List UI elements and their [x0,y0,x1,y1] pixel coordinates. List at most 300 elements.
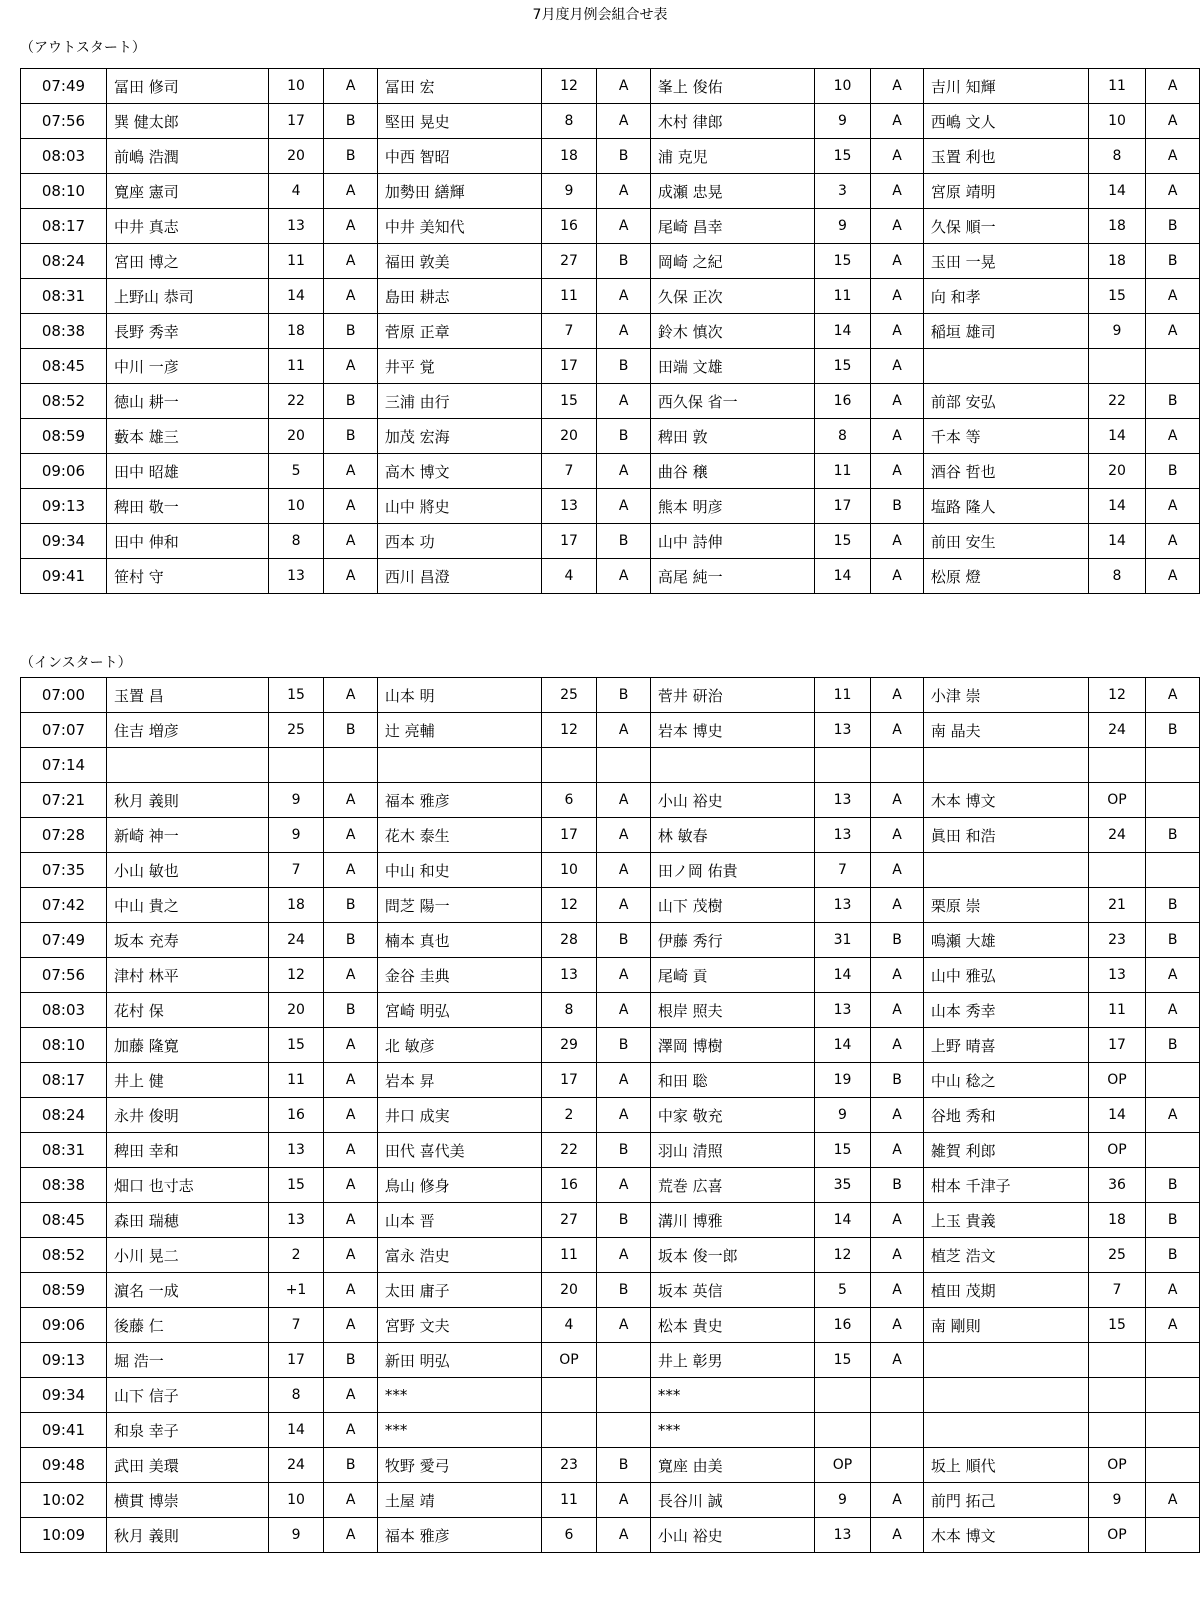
player-name: 吉川 知輝 [923,69,1088,104]
handicap: 16 [268,1098,324,1133]
handicap: +1 [268,1273,324,1308]
player-name: 前田 安生 [923,524,1088,559]
handicap: 9 [268,1518,324,1553]
table-row [21,783,1200,818]
handicap: 13 [541,958,597,993]
player-name: 中西 智昭 [377,139,541,174]
player-name: 根岸 照夫 [650,993,814,1028]
handicap: 18 [541,139,597,174]
tee-time: 09:48 [21,1448,107,1483]
class-grade: A [324,524,378,559]
tee-time: 08:10 [21,1028,107,1063]
handicap: 9 [268,818,324,853]
table-row [21,1098,1200,1133]
table-row [21,958,1200,993]
handicap: 21 [1088,888,1146,923]
handicap: 25 [268,713,324,748]
handicap [541,748,597,783]
player-name: 植田 茂期 [923,1273,1088,1308]
class-grade: A [597,1483,651,1518]
handicap: 14 [268,279,324,314]
class-grade: A [324,1098,378,1133]
player-name: 中山 貴之 [106,888,268,923]
class-grade [597,748,651,783]
handicap: 11 [814,279,871,314]
player-name: 山下 茂樹 [650,888,814,923]
handicap: OP [1088,1133,1146,1168]
player-name: 尾崎 昌幸 [650,209,814,244]
handicap [1088,1378,1146,1413]
tee-time: 07:49 [21,923,107,958]
class-grade [1146,1133,1200,1168]
handicap: 31 [814,923,871,958]
player-name: 土屋 靖 [377,1483,541,1518]
handicap: 14 [814,958,871,993]
player-name: 後藤 仁 [106,1308,268,1343]
handicap: 6 [541,783,597,818]
player-name: 辻 亮輔 [377,713,541,748]
player-name [106,748,268,783]
player-name: 井口 成実 [377,1098,541,1133]
class-grade: A [871,818,924,853]
player-name: 福本 雅彦 [377,1518,541,1553]
handicap: 4 [541,559,597,594]
player-name: 峯上 俊佑 [650,69,814,104]
class-grade [1146,1063,1200,1098]
handicap [814,1413,871,1448]
class-grade: A [1146,1483,1200,1518]
class-grade: B [597,139,651,174]
player-name: 久保 正次 [650,279,814,314]
handicap: 17 [1088,1028,1146,1063]
player-name: 住吉 増彦 [106,713,268,748]
player-name: 山本 秀幸 [923,993,1088,1028]
class-grade: A [871,419,924,454]
table-row [21,279,1200,314]
class-grade: A [597,1308,651,1343]
tee-time: 08:52 [21,384,107,419]
class-grade: A [871,139,924,174]
class-grade: A [871,783,924,818]
class-grade: A [1146,1098,1200,1133]
player-name: 花木 泰生 [377,818,541,853]
class-grade: A [1146,678,1200,713]
player-name: 西本 功 [377,524,541,559]
player-name: 新田 明弘 [377,1343,541,1378]
handicap: 10 [268,1483,324,1518]
handicap: 20 [268,139,324,174]
player-name: 冨田 宏 [377,69,541,104]
player-name: 寛座 憲司 [106,174,268,209]
handicap: 20 [541,1273,597,1308]
class-grade [1146,1343,1200,1378]
table-row [21,713,1200,748]
class-grade: B [1146,1028,1200,1063]
handicap: 2 [541,1098,597,1133]
class-grade: B [1146,1203,1200,1238]
table-row [21,1168,1200,1203]
handicap: 8 [541,993,597,1028]
class-grade: B [324,923,378,958]
handicap: 20 [541,419,597,454]
handicap: 14 [1088,1098,1146,1133]
player-name: 福本 雅彦 [377,783,541,818]
class-grade: A [597,1238,651,1273]
handicap: 18 [268,888,324,923]
class-grade: B [1146,1168,1200,1203]
class-grade: A [1146,993,1200,1028]
player-name: 坂本 俊一郎 [650,1238,814,1273]
handicap [1088,853,1146,888]
class-grade: A [597,454,651,489]
handicap: 11 [1088,69,1146,104]
handicap: 27 [541,1203,597,1238]
table-row [21,1063,1200,1098]
handicap: 11 [268,244,324,279]
tee-time: 08:38 [21,314,107,349]
player-name: 前部 安弘 [923,384,1088,419]
class-grade: A [1146,489,1200,524]
handicap: 14 [814,559,871,594]
handicap: 16 [541,209,597,244]
handicap: 20 [268,419,324,454]
class-grade: A [871,1098,924,1133]
player-name: 上野 晴喜 [923,1028,1088,1063]
class-grade: A [1146,279,1200,314]
handicap: 4 [541,1308,597,1343]
tee-time: 08:24 [21,1098,107,1133]
handicap: 7 [541,454,597,489]
player-name: 西久保 省一 [650,384,814,419]
player-name: 徳山 耕一 [106,384,268,419]
class-grade: A [324,678,378,713]
player-name: 和田 聡 [650,1063,814,1098]
table-row [21,1448,1200,1483]
player-name: 高尾 純一 [650,559,814,594]
document-title: 7月度月例会組合せ表 [532,7,668,23]
class-grade: A [597,993,651,1028]
handicap: 11 [268,1063,324,1098]
player-name: 田中 伸和 [106,524,268,559]
handicap: 11 [1088,993,1146,1028]
class-grade: B [597,923,651,958]
class-grade [1146,783,1200,818]
handicap: 24 [268,1448,324,1483]
handicap: 14 [1088,419,1146,454]
player-name: 塩路 隆人 [923,489,1088,524]
handicap: 9 [814,104,871,139]
handicap: 18 [1088,1203,1146,1238]
tee-time: 08:17 [21,209,107,244]
player-name: 溝川 博雅 [650,1203,814,1238]
handicap: 23 [541,1448,597,1483]
player-name: 稗田 敦 [650,419,814,454]
player-name: 新崎 神一 [106,818,268,853]
handicap: OP [1088,783,1146,818]
table-row [21,1413,1200,1448]
tee-time: 08:45 [21,1203,107,1238]
player-name: 林 敏春 [650,818,814,853]
class-grade: B [1146,818,1200,853]
handicap: 8 [541,104,597,139]
player-name: 問芝 陽一 [377,888,541,923]
handicap: 14 [1088,174,1146,209]
tee-time: 09:41 [21,1413,107,1448]
out-start-label: （アウトスタート） [20,40,146,56]
class-grade [1146,1448,1200,1483]
handicap: 13 [814,993,871,1028]
class-grade: A [597,1063,651,1098]
handicap [1088,748,1146,783]
handicap: 15 [541,384,597,419]
player-name: 島田 耕志 [377,279,541,314]
table-row [21,489,1200,524]
class-grade: A [597,1168,651,1203]
tee-time: 07:00 [21,678,107,713]
class-grade: A [324,1518,378,1553]
player-name: 西川 昌澄 [377,559,541,594]
player-name: 冨田 修司 [106,69,268,104]
player-name: 前門 拓己 [923,1483,1088,1518]
class-grade: A [324,489,378,524]
class-grade: A [597,888,651,923]
player-name: 鈴木 慎次 [650,314,814,349]
table-row [21,524,1200,559]
handicap: 10 [814,69,871,104]
handicap: 6 [541,1518,597,1553]
player-name: 加勢田 繕輝 [377,174,541,209]
table-row [21,748,1200,783]
class-grade: A [1146,524,1200,559]
handicap: 14 [1088,489,1146,524]
player-name: 秋月 義則 [106,1518,268,1553]
player-name: 井平 覚 [377,349,541,384]
class-grade: A [597,384,651,419]
tee-time: 07:28 [21,818,107,853]
tee-time: 09:34 [21,1378,107,1413]
handicap: 17 [541,524,597,559]
handicap: 7 [1088,1273,1146,1308]
table-row [21,1028,1200,1063]
player-name: *** [377,1378,541,1413]
class-grade: A [871,244,924,279]
player-name: 濵名 一成 [106,1273,268,1308]
handicap: 8 [268,524,324,559]
player-name [923,853,1088,888]
handicap: 17 [541,818,597,853]
player-name [923,748,1088,783]
handicap: 7 [814,853,871,888]
player-name: 前嶋 浩潤 [106,139,268,174]
handicap: 12 [541,713,597,748]
player-name: 谷地 秀和 [923,1098,1088,1133]
handicap: 15 [814,349,871,384]
class-grade: A [871,384,924,419]
player-name: 森田 瑞穂 [106,1203,268,1238]
player-name: 小山 敏也 [106,853,268,888]
table-row [21,314,1200,349]
class-grade: A [597,489,651,524]
table-row [21,1308,1200,1343]
handicap: 8 [814,419,871,454]
player-name: 加茂 宏海 [377,419,541,454]
class-grade: A [1146,104,1200,139]
player-name: 久保 順一 [923,209,1088,244]
class-grade [324,748,378,783]
class-grade: B [871,1063,924,1098]
player-name: *** [650,1413,814,1448]
class-grade: A [871,853,924,888]
class-grade: A [871,1308,924,1343]
class-grade [597,1413,651,1448]
class-grade: A [324,1413,378,1448]
class-grade: A [597,958,651,993]
class-grade: A [324,1273,378,1308]
class-grade: A [324,1378,378,1413]
table-row [21,993,1200,1028]
player-name: 玉置 昌 [106,678,268,713]
handicap: 13 [268,209,324,244]
tee-time: 07:14 [21,748,107,783]
tee-time: 08:31 [21,1133,107,1168]
player-name: 酒谷 哲也 [923,454,1088,489]
handicap [268,748,324,783]
class-grade: A [871,1518,924,1553]
player-name: 鳴瀬 大雄 [923,923,1088,958]
player-name: 井上 彰男 [650,1343,814,1378]
tee-time: 08:03 [21,993,107,1028]
table-row [21,888,1200,923]
class-grade: A [871,209,924,244]
player-name: 山中 雅弘 [923,958,1088,993]
class-grade: A [1146,174,1200,209]
class-grade: A [871,349,924,384]
handicap: 25 [1088,1238,1146,1273]
player-name: 木本 博文 [923,1518,1088,1553]
player-name: 太田 庸子 [377,1273,541,1308]
handicap: 17 [814,489,871,524]
player-name: 玉田 一晃 [923,244,1088,279]
table-row [21,244,1200,279]
handicap: 17 [541,1063,597,1098]
handicap: 20 [268,993,324,1028]
handicap: OP [541,1343,597,1378]
player-name: 山本 晋 [377,1203,541,1238]
class-grade [1146,748,1200,783]
player-name: 稗田 幸和 [106,1133,268,1168]
handicap: 10 [1088,104,1146,139]
handicap: 16 [541,1168,597,1203]
tee-time: 08:52 [21,1238,107,1273]
handicap: 13 [814,1518,871,1553]
player-name: 坂本 充寿 [106,923,268,958]
player-name: 岩本 昇 [377,1063,541,1098]
player-name: 小山 裕史 [650,783,814,818]
class-grade: A [871,1273,924,1308]
player-name [650,748,814,783]
handicap: 24 [268,923,324,958]
player-name: 堀 浩一 [106,1343,268,1378]
class-grade [1146,1378,1200,1413]
class-grade: B [597,1133,651,1168]
player-name: 楠本 真也 [377,923,541,958]
table-row [21,1133,1200,1168]
player-name: 長谷川 誠 [650,1483,814,1518]
player-name: 尾崎 貢 [650,958,814,993]
player-name: 小山 裕史 [650,1518,814,1553]
player-name: 南 剛則 [923,1308,1088,1343]
tee-time: 09:06 [21,1308,107,1343]
class-grade: A [871,1343,924,1378]
handicap: 10 [268,69,324,104]
player-name: 長野 秀幸 [106,314,268,349]
player-name: 秋月 義則 [106,783,268,818]
handicap: 10 [541,853,597,888]
class-grade: A [871,1028,924,1063]
player-name: 笹村 守 [106,559,268,594]
class-grade: A [324,69,378,104]
table-row [21,104,1200,139]
class-grade: B [1146,713,1200,748]
tee-time: 09:34 [21,524,107,559]
table-row [21,1378,1200,1413]
class-grade: A [871,958,924,993]
tee-time: 08:24 [21,244,107,279]
handicap: 24 [1088,713,1146,748]
table-row [21,209,1200,244]
handicap: 16 [814,1308,871,1343]
handicap: 11 [268,349,324,384]
player-name: 畑口 也寸志 [106,1168,268,1203]
player-name: 浦 克児 [650,139,814,174]
player-name: 鳥山 修身 [377,1168,541,1203]
handicap: 15 [814,1133,871,1168]
player-name: 中家 敬充 [650,1098,814,1133]
player-name: 玉置 利也 [923,139,1088,174]
class-grade [1146,1413,1200,1448]
class-grade: B [1146,244,1200,279]
handicap: 15 [814,139,871,174]
player-name: 松原 燈 [923,559,1088,594]
player-name: 巽 健太郎 [106,104,268,139]
player-name: 坂本 英信 [650,1273,814,1308]
class-grade: B [597,349,651,384]
player-name: 中山 和史 [377,853,541,888]
player-name: 牧野 愛弓 [377,1448,541,1483]
table-row [21,454,1200,489]
handicap: 14 [268,1413,324,1448]
class-grade: B [324,384,378,419]
player-name: 小川 晃二 [106,1238,268,1273]
handicap: 12 [1088,678,1146,713]
player-name: 田ノ岡 佑貴 [650,853,814,888]
handicap: 8 [268,1378,324,1413]
class-grade: A [597,713,651,748]
class-grade: A [1146,419,1200,454]
handicap: 8 [1088,139,1146,174]
handicap: OP [1088,1063,1146,1098]
player-name: 岩本 博史 [650,713,814,748]
tee-time: 07:49 [21,69,107,104]
player-name: 上野山 恭司 [106,279,268,314]
player-name: 山中 詩伸 [650,524,814,559]
player-name: 稲垣 雄司 [923,314,1088,349]
handicap: 15 [814,1343,871,1378]
handicap: 15 [1088,279,1146,314]
class-grade: A [1146,1308,1200,1343]
class-grade: A [871,1133,924,1168]
handicap: 13 [814,818,871,853]
